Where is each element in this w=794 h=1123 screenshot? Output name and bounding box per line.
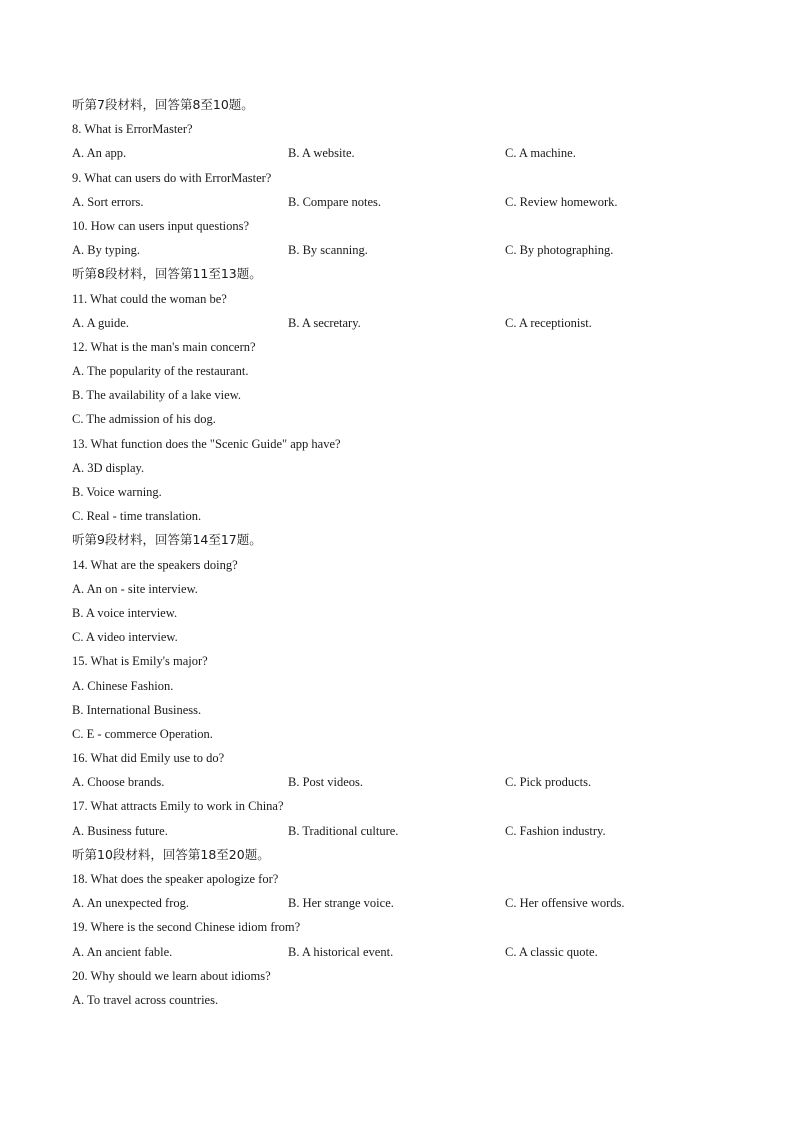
question-8-stem: 8. What is ErrorMaster? (72, 122, 193, 137)
question-9-stem: 9. What can users do with ErrorMaster? (72, 170, 272, 185)
question-12-option-c: C. The admission of his dog. (72, 412, 216, 427)
question-10-stem: 10. How can users input questions? (72, 218, 250, 233)
question-17-option-a: A. Business future. (72, 823, 168, 838)
question-14-option-c: C. A video interview. (72, 630, 178, 645)
question-17-options (72, 819, 732, 843)
question-10-option-a: A. By typing. (72, 243, 141, 258)
question-12-stem: 12. What is the man's main concern? (72, 339, 256, 354)
question-8-options (72, 141, 732, 165)
question-8-option-c: C. A machine. (505, 146, 576, 161)
question-18-stem: 18. What does the speaker apologize for? (72, 872, 279, 886)
question-17-option-b: B. Traditional culture. (288, 823, 399, 838)
question-18-option-c: C. Her offensive words. (505, 896, 625, 911)
question-20-stem: 20. Why should we learn about idioms? (72, 968, 271, 983)
question-9-options (72, 190, 732, 214)
question-9-option-c: C. Review homework. (505, 194, 618, 209)
question-16-option-b: B. Post videos. (288, 775, 364, 790)
question-19-stem: 19. Where is the second Chinese idiom from? (72, 920, 301, 935)
question-17-option-c: C. Fashion industry. (505, 823, 606, 838)
question-11-option-c: C. A receptionist. (505, 315, 592, 330)
question-10-option-b: B. By scanning. (288, 243, 368, 258)
section-heading-8: 听第8段材料，回答第11至13题。 (72, 266, 262, 282)
question-15-stem: 15. What is Emily's major? (72, 654, 208, 669)
question-14-option-a: A. An on - site interview. (72, 581, 198, 596)
section-heading-10: 听第10段材料，回答第18至20题。 (72, 846, 270, 862)
question-16-options (72, 770, 732, 794)
section-heading-9: 听第9段材料，回答第14至17题。 (72, 532, 262, 548)
question-11-options (72, 311, 732, 335)
question-13-option-b: B. Voice warning. (72, 485, 162, 499)
question-16-option-a: A. Choose brands. (72, 775, 165, 790)
question-16-stem: 16. What did Emily use to do? (72, 751, 225, 766)
question-13-option-a: A. 3D display. (72, 460, 145, 475)
question-15-option-b: B. International Business. (72, 702, 202, 717)
question-8-option-a: A. An app. (72, 146, 127, 161)
question-15-option-a: A. Chinese Fashion. (72, 678, 174, 693)
question-15-option-c: C. E - commerce Operation. (72, 726, 213, 741)
question-19-option-b: B. A historical event. (288, 944, 394, 959)
question-12-option-b: B. The availability of a lake view. (72, 388, 242, 403)
question-18-option-b: B. Her strange voice. (288, 896, 394, 911)
question-19-option-a: A. An ancient fable. (72, 944, 173, 959)
exam-page (72, 93, 732, 1012)
question-20-option-a: A. To travel across countries. (72, 992, 219, 1007)
question-14-stem: 14. What are the speakers doing? (72, 557, 238, 572)
question-11-stem: 11. What could the woman be? (72, 291, 227, 306)
question-12-option-a: A. The popularity of the restaurant. (72, 364, 249, 379)
question-10-options (72, 238, 732, 262)
question-18-options (72, 891, 732, 915)
question-18-option-a: A. An unexpected frog. (72, 896, 189, 911)
question-17-stem: 17. What attracts Emily to work in China? (72, 799, 284, 814)
question-16-option-c: C. Pick products. (505, 775, 592, 790)
question-10-option-c: C. By photographing. (505, 243, 614, 258)
question-8-option-b: B. A website. (288, 146, 355, 161)
question-11-option-b: B. A secretary. (288, 315, 361, 330)
section-heading-7: 听第7段材料，回答第8至10题。 (72, 97, 254, 112)
question-11-option-a: A. A guide. (72, 315, 129, 330)
question-9-option-a: A. Sort errors. (72, 194, 144, 209)
question-19-options (72, 940, 732, 964)
question-9-option-b: B. Compare notes. (288, 194, 382, 209)
question-13-stem: 13. What function does the "Scenic Guide" app have? (72, 436, 341, 451)
question-14-option-b: B. A voice interview. (72, 605, 178, 620)
question-13-option-c: C. Real - time translation. (72, 509, 202, 524)
question-19-option-c: C. A classic quote. (505, 944, 598, 959)
